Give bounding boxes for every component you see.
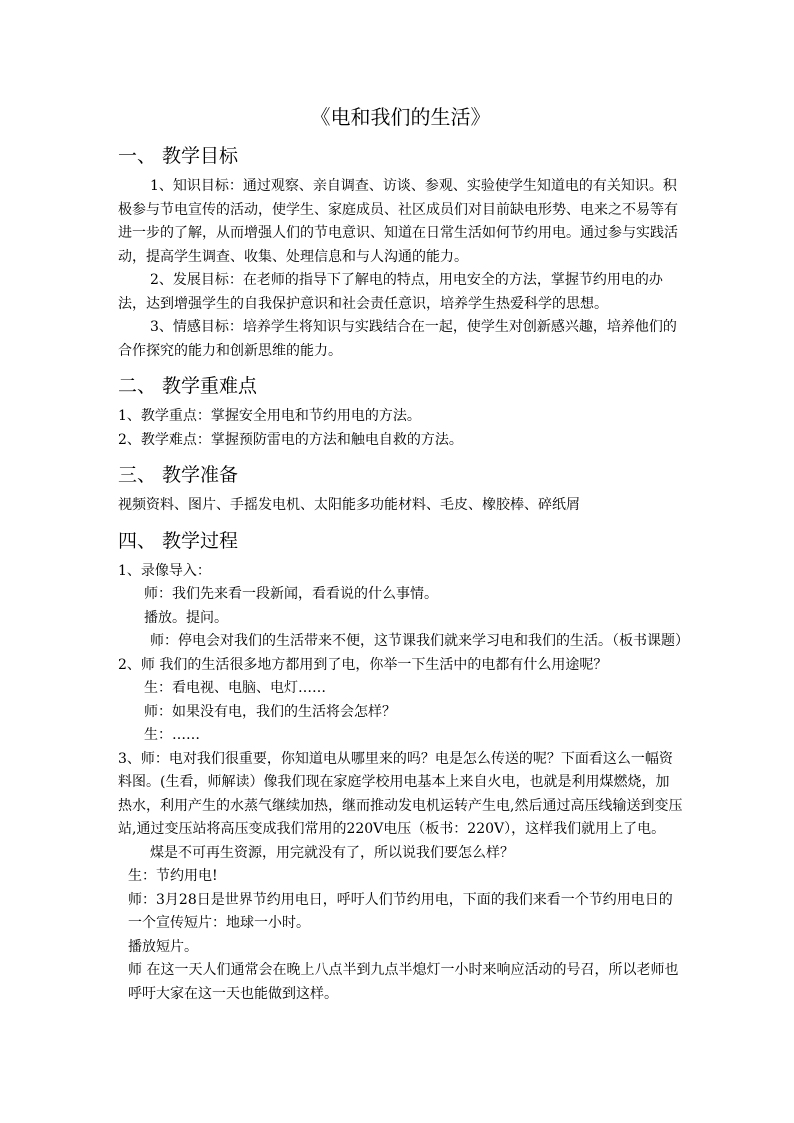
paragraph-teacher-line: 师：我们先来看一段新闻，看看说的什么事情。 — [144, 586, 438, 602]
paragraph-development-goal: 2、发展目标：在老师的指导下了解电的特点，用电安全的方法，掌握节约用电的办法，达到增强学生的自我保护意识和社会责任意识，培养学生热爱科学的思想。 — [118, 272, 663, 312]
paragraph-student-line: 生：…… — [144, 727, 200, 743]
paragraph-teacher-line: 师：停电会对我们的生活带来不便，这节课我们就来学习电和我们的生活。（板书课题） — [150, 633, 689, 649]
paragraph-student-line: 生：节约用电! — [128, 868, 218, 884]
section-heading-key-points: 二、 教学重难点 — [118, 375, 258, 397]
paragraph-electricity-source: 3、师：电对我们很重要，你知道电从哪里来的吗？电是怎么传送的呢？下面看这么一幅资料图。(生看，师解读）像我们现在家庭学校用电基本上来自火电，也就是利用煤燃烧，加热水，利用产生的水蒸气继续加热，继而推动发电机运转产生电,然后通过高压线输送到变压站,通过变压站将高压变成我们常用的220V电压（板书：220V），这样我们就用上了电。 — [118, 750, 683, 837]
paragraph-key-point: 1、教学重点：掌握安全用电和节约用电的方法。 — [118, 408, 421, 424]
section-heading-objectives: 一、 教学目标 — [118, 145, 239, 167]
paragraph-knowledge-goal: 1、知识目标：通过观察、亲自调查、访谈、参观、实验使学生知道电的有关知识。积极参与节电宣传的活动，使学生、家庭成员、社区成员们对目前缺电形势、电来之不易等有进一步的了解，从而增强人们的节电意识、知道在日常生活如何节约用电。通过参与实践活动，提高学生调查、收集、处理信息和与人沟通的能力。 — [118, 178, 678, 265]
document-title: 《电和我们的生活》 — [310, 105, 491, 129]
paragraph-video-intro: 1、录像导入： — [118, 562, 211, 579]
paragraph-play-ask: 播放。提问。 — [144, 609, 228, 626]
paragraph-teacher-line: 师：如果没有电，我们的生活将会怎样？ — [144, 703, 396, 720]
paragraph-coal-question: 煤是不可再生资源，用完就没有了，所以说我们要怎么样？ — [150, 844, 514, 861]
section-heading-preparation: 三、 教学准备 — [118, 464, 239, 486]
section-heading-process: 四、 教学过程 — [118, 529, 239, 552]
paragraph-earth-hour: 师：3月28日是世界节约用电日，呼吁人们节约用电，下面的我们来看一个节约用电日的一个宣传短片：地球一小时。 — [128, 891, 673, 931]
paragraph-lights-off: 师 在这一天人们通常会在晚上八点半到九点半熄灯一小时来响应活动的号召，所以老师也呼吁大家在这一天也能做到这样。 — [128, 962, 679, 1002]
paragraph-play-short: 播放短片。 — [128, 938, 198, 955]
paragraph-materials: 视频资料、图片、手摇发电机、太阳能多功能材料、毛皮、橡胶棒、碎纸屑 — [118, 497, 580, 513]
document-page — [118, 103, 689, 1006]
paragraph-uses-question: 2、师 我们的生活很多地方都用到了电，你举一下生活中的电都有什么用途呢？ — [118, 656, 608, 673]
paragraph-emotion-goal: 3、情感目标：培养学生将知识与实践结合在一起，使学生对创新感兴趣，培养他们的合作探究的能力和创新思维的能力。 — [118, 319, 677, 359]
paragraph-difficult-point: 2、教学难点：掌握预防雷电的方法和触电自救的方法。 — [118, 431, 463, 448]
paragraph-student-line: 生：看电视、电脑、电灯…… — [144, 680, 326, 696]
